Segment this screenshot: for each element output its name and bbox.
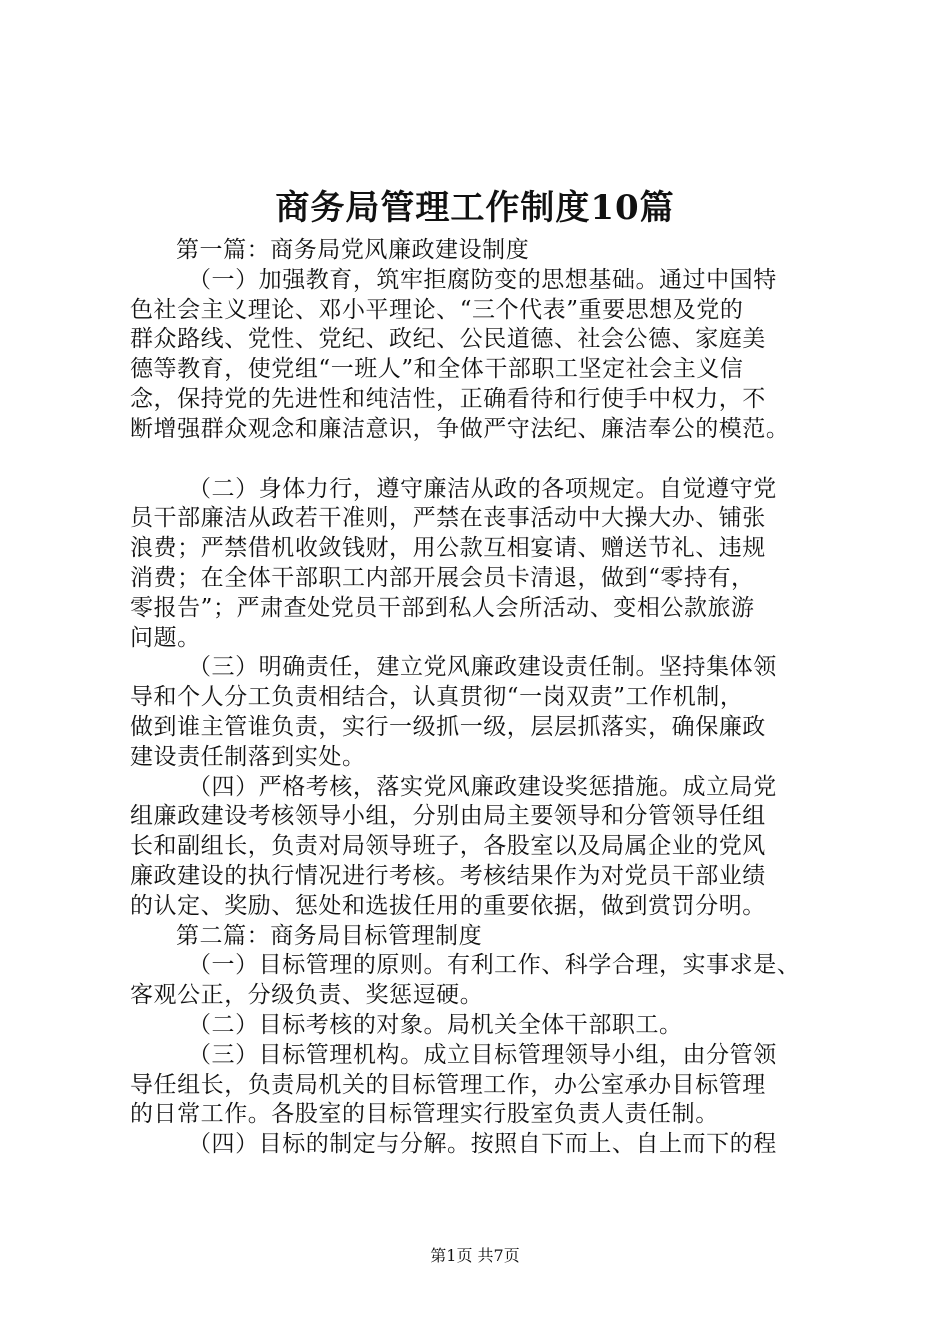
document-body — [130, 236, 848, 1160]
paragraph-gap — [130, 445, 848, 475]
body-text-line: （四）严格考核，落实党风廉政建设奖惩措施。成立局党 — [188, 773, 777, 800]
body-text-line: （一）目标管理的原则。有利工作、科学合理，实事求是、 — [188, 952, 801, 979]
body-text-line: （四）目标的制定与分解。按照自下而上、自上而下的程 — [188, 1131, 777, 1158]
body-text-line: （三）明确责任，建立党风廉政建设责任制。坚持集体领 — [188, 654, 777, 681]
body-text-line: 的日常工作。各股室的目标管理实行股室负责人责任制。 — [130, 1101, 719, 1128]
section-heading-line: 第二篇：商务局目标管理制度 — [176, 922, 483, 949]
document-title: 商务局管理工作制度10篇 — [275, 188, 675, 228]
body-text-line: （二）身体力行，遵守廉洁从政的各项规定。自觉遵守党 — [188, 475, 777, 502]
body-text-line: 组廉政建设考核领导小组，分别由局主要领导和分管领导任组 — [130, 803, 766, 830]
body-text-line: 断增强群众观念和廉洁意识，争做严守法纪、廉洁奉公的模范。 — [130, 415, 790, 442]
body-text-line: 做到谁主管谁负责，实行一级抓一级，层层抓落实，确保廉政 — [130, 713, 766, 740]
body-text-line: 的认定、奖励、惩处和选拔任用的重要依据，做到赏罚分明。 — [130, 892, 766, 919]
body-text-line: 零报告”；严肃查处党员干部到私人会所活动、变相公款旅游 — [130, 594, 755, 621]
body-text-line: 消费；在全体干部职工内部开展会员卡清退，做到“零持有， — [130, 564, 755, 591]
body-text-line: 色社会主义理论、邓小平理论、“三个代表”重要思想及党的 — [130, 296, 744, 323]
body-text-line: 导和个人分工负责相结合，认真贯彻“一岗双责”工作机制， — [130, 684, 744, 711]
body-text-line: 念，保持党的先进性和纯洁性，正确看待和行使手中权力，不 — [130, 385, 766, 412]
body-text-line: 德等教育，使党组“一班人”和全体干部职工坚定社会主义信 — [130, 356, 744, 383]
page-footer: 第1页 共7页 — [430, 1246, 520, 1265]
body-text-line: 长和副组长，负责对局领导班子，各股室以及局属企业的党风 — [130, 833, 766, 860]
section-heading-line: 第一篇：商务局党风廉政建设制度 — [176, 237, 530, 263]
body-text-line: （三）目标管理机构。成立目标管理领导小组，由分管领 — [188, 1041, 777, 1068]
body-text-line: 员干部廉洁从政若干准则，严禁在丧事活动中大操大办、铺张 — [130, 505, 766, 532]
body-text-line: （二）目标考核的对象。局机关全体干部职工。 — [188, 1011, 683, 1038]
body-text-line: 廉政建设的执行情况进行考核。考核结果作为对党员干部业绩 — [130, 862, 766, 889]
body-text-line: 群众路线、党性、党纪、政纪、公民道德、社会公德、家庭美 — [130, 326, 766, 353]
body-text-line: 浪费；严禁借机收敛钱财，用公款互相宴请、赠送节礼、违规 — [130, 535, 766, 562]
body-text-line: 导任组长，负责局机关的目标管理工作，办公室承办目标管理 — [130, 1071, 766, 1098]
body-text-line: 问题。 — [130, 624, 201, 651]
body-text-line: 建设责任制落到实处。 — [130, 743, 366, 770]
body-text-line: 客观公正，分级负责、奖惩逗硬。 — [130, 982, 484, 1009]
body-text-line: （一）加强教育，筑牢拒腐防变的思想基础。通过中国特 — [188, 266, 777, 293]
